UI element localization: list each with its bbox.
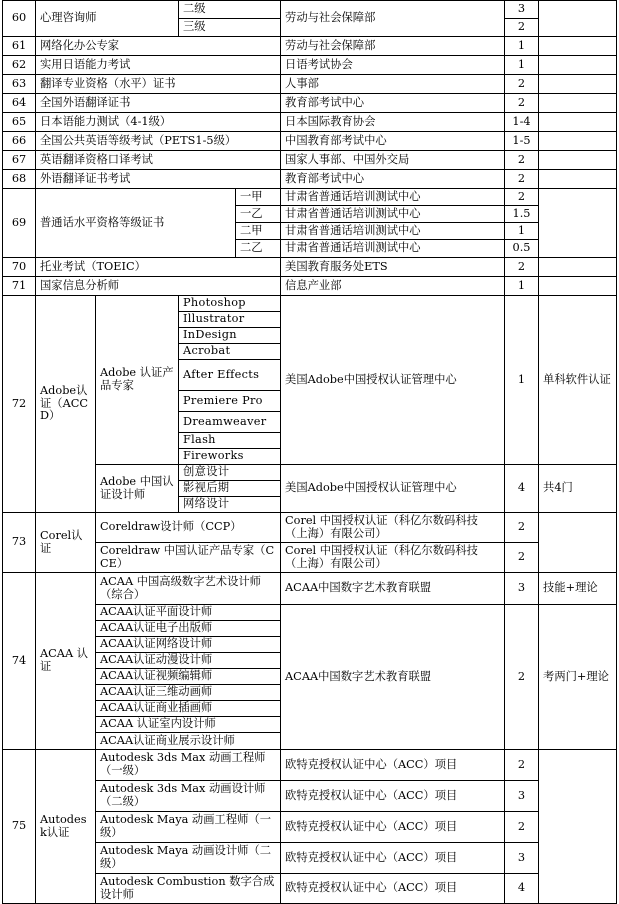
issuing-org: ACAA中国数字艺术教育联盟 [281,573,505,605]
level-cell: 二级 [179,1,281,19]
table-row [3,277,617,296]
issuing-org: 甘肃省普通话培训测试中心 [281,189,505,206]
row-number: 75 [3,750,36,904]
table-row [3,170,617,189]
software-item: Illustrator [179,312,281,328]
row-number: 72 [3,296,36,513]
sub-cert-title: Autodesk 3ds Max 动画工程师（一级） [96,750,281,781]
issuing-org: 欧特克授权认证中心（ACC）项目 [281,750,505,781]
level-cell: 三级 [179,19,281,37]
score-cell: 4 [505,874,539,904]
row-number: 67 [3,151,36,170]
cert-name: 国家信息分析师 [36,277,281,296]
cert-name: 全国外语翻译证书 [36,94,281,113]
score-cell: 1-4 [505,113,539,132]
sub-cert-title: ACAA认证电子出版师 [96,621,281,637]
note-cell: 技能+理论 [539,573,617,605]
sub-cert-title: ACAA 认证室内设计师 [96,717,281,733]
row-number: 71 [3,277,36,296]
note-cell [539,189,617,258]
sub-cert-title: Adobe 中国认证设计师 [96,465,179,513]
table-row [3,605,617,621]
issuing-org: ACAA中国数字艺术教育联盟 [281,605,505,750]
software-item: After Effects [179,360,281,391]
table-row [3,750,617,781]
cert-name: Adobe认证（ACCD） [36,296,96,513]
note-cell: 共4门 [539,465,617,513]
issuing-org: 劳动与社会保障部 [281,37,505,56]
score-cell: 3 [505,781,539,812]
table-row [3,75,617,94]
note-cell [539,258,617,277]
note-cell [539,94,617,113]
software-item: Fireworks [179,449,281,465]
level-cell: 一甲 [236,189,281,206]
cert-name: Autodesk认证 [36,750,96,904]
row-number: 65 [3,113,36,132]
table-row [3,189,617,206]
table-row [3,1,617,19]
row-number: 62 [3,56,36,75]
row-number: 63 [3,75,36,94]
cert-name: 翻译专业资格（水平）证书 [36,75,281,94]
track-item: 网络设计 [179,497,281,513]
issuing-org: 美国Adobe中国授权认证管理中心 [281,465,505,513]
score-cell: 1 [505,277,539,296]
score-cell: 2 [505,189,539,206]
issuing-org: 教育部考试中心 [281,170,505,189]
issuing-org: 欧特克授权认证中心（ACC）项目 [281,843,505,874]
score-cell: 3 [505,843,539,874]
note-cell [539,513,617,573]
level-cell: 二乙 [236,240,281,258]
issuing-org: 劳动与社会保障部 [281,1,505,37]
issuing-org: 信息产业部 [281,277,505,296]
issuing-org: 人事部 [281,75,505,94]
row-number: 69 [3,189,36,258]
sub-cert-title: ACAA认证商业插画师 [96,701,281,717]
table-row [3,781,617,812]
sub-cert-title: Adobe 认证产品专家 [96,296,179,465]
table-row [3,113,617,132]
score-cell: 4 [505,465,539,513]
track-item: 影视后期 [179,481,281,497]
note-cell: 考两门+理论 [539,605,617,750]
score-cell: 1 [505,223,539,240]
issuing-org: Corel 中国授权认证（科亿尔数码科技（上海）有限公司） [281,543,505,573]
sub-cert-title: ACAA认证商业展示设计师 [96,733,281,750]
sub-cert-title: ACAA认证网络设计师 [96,637,281,653]
issuing-org: 日语考试协会 [281,56,505,75]
score-cell: 2 [505,750,539,781]
score-cell: 1 [505,56,539,75]
score-cell: 2 [505,94,539,113]
issuing-org: 中国教育部考试中心 [281,132,505,151]
cert-name: 日本语能力测试（4-1级） [36,113,281,132]
cert-name: 托业考试（TOEIC） [36,258,281,277]
certificate-table [2,0,617,904]
note-cell [539,37,617,56]
issuing-org: 甘肃省普通话培训测试中心 [281,206,505,223]
table-row [3,465,617,481]
table-row [3,94,617,113]
score-cell: 2 [505,543,539,573]
issuing-org: 欧特克授权认证中心（ACC）项目 [281,874,505,904]
cert-name: 外语翻译证书考试 [36,170,281,189]
row-number: 64 [3,94,36,113]
score-cell: 1 [505,37,539,56]
issuing-org: 甘肃省普通话培训测试中心 [281,240,505,258]
score-cell: 2 [505,170,539,189]
score-cell: 2 [505,151,539,170]
sub-cert-title: ACAA 中国高级数字艺术设计师（综合） [96,573,281,605]
score-cell: 1-5 [505,132,539,151]
issuing-org: 日本国际教育协会 [281,113,505,132]
software-item: Dreamweaver [179,412,281,433]
note-cell [539,132,617,151]
level-cell: 二甲 [236,223,281,240]
table-row [3,296,617,312]
issuing-org: Corel 中国授权认证（科亿尔数码科技（上海）有限公司） [281,513,505,543]
row-number: 73 [3,513,36,573]
cert-name: Corel认证 [36,513,96,573]
table-row [3,132,617,151]
note-cell [539,113,617,132]
sub-cert-title: Coreldraw 中国认证产品专家（CCE） [96,543,281,573]
score-cell: 2 [505,812,539,843]
score-cell: 2 [505,75,539,94]
table-row [3,258,617,277]
issuing-org: 国家人事部、中国外交局 [281,151,505,170]
software-item: Premiere Pro [179,391,281,412]
table-row [3,151,617,170]
score-cell: 2 [505,19,539,37]
sub-cert-title: ACAA认证动漫设计师 [96,653,281,669]
cert-name: ACAA 认证 [36,573,96,750]
table-row [3,843,617,874]
note-cell [539,151,617,170]
issuing-org: 美国教育服务处ETS [281,258,505,277]
table-row [3,812,617,843]
score-cell: 1 [505,296,539,465]
table-row [3,874,617,904]
sub-cert-title: Coreldraw设计师（CCP） [96,513,281,543]
row-number: 61 [3,37,36,56]
cert-name: 心理咨询师 [36,1,179,37]
table-row [3,37,617,56]
table-row [3,543,617,573]
score-cell: 3 [505,573,539,605]
score-cell: 2 [505,513,539,543]
sub-cert-title: Autodesk Maya 动画设计师（二级） [96,843,281,874]
note-cell [539,1,617,37]
cert-name: 实用日语能力考试 [36,56,281,75]
issuing-org: 甘肃省普通话培训测试中心 [281,223,505,240]
row-number: 74 [3,573,36,750]
score-cell: 2 [505,258,539,277]
note-cell [539,170,617,189]
sub-cert-title: ACAA认证三维动画师 [96,685,281,701]
row-number: 68 [3,170,36,189]
table-row [3,573,617,605]
table-row [3,513,617,543]
note-cell: 单科软件认证 [539,296,617,465]
score-cell: 3 [505,1,539,19]
cert-name: 全国公共英语等级考试（PETS1-5级） [36,132,281,151]
table-row [3,56,617,75]
score-cell: 2 [505,605,539,750]
issuing-org: 欧特克授权认证中心（ACC）项目 [281,781,505,812]
sub-cert-title: ACAA认证视频编辑师 [96,669,281,685]
software-item: InDesign [179,328,281,344]
note-cell [539,56,617,75]
row-number: 66 [3,132,36,151]
row-number: 70 [3,258,36,277]
issuing-org: 教育部考试中心 [281,94,505,113]
sub-cert-title: ACAA认证平面设计师 [96,605,281,621]
note-cell [539,75,617,94]
score-cell: 1.5 [505,206,539,223]
row-number: 60 [3,1,36,37]
note-cell [539,750,617,904]
sub-cert-title: Autodesk 3ds Max 动画设计师（二级） [96,781,281,812]
software-item: Flash [179,433,281,449]
software-item: Photoshop [179,296,281,312]
score-cell: 0.5 [505,240,539,258]
cert-name: 英语翻译资格口译考试 [36,151,281,170]
issuing-org: 欧特克授权认证中心（ACC）项目 [281,812,505,843]
cert-name: 网络化办公专家 [36,37,281,56]
sub-cert-title: Autodesk Maya 动画工程师（一级） [96,812,281,843]
cert-name: 普通话水平资格等级证书 [36,189,236,258]
level-cell: 一乙 [236,206,281,223]
note-cell [539,277,617,296]
software-item: Acrobat [179,344,281,360]
issuing-org: 美国Adobe中国授权认证管理中心 [281,296,505,465]
sub-cert-title: Autodesk Combustion 数字合成设计师 [96,874,281,904]
track-item: 创意设计 [179,465,281,481]
